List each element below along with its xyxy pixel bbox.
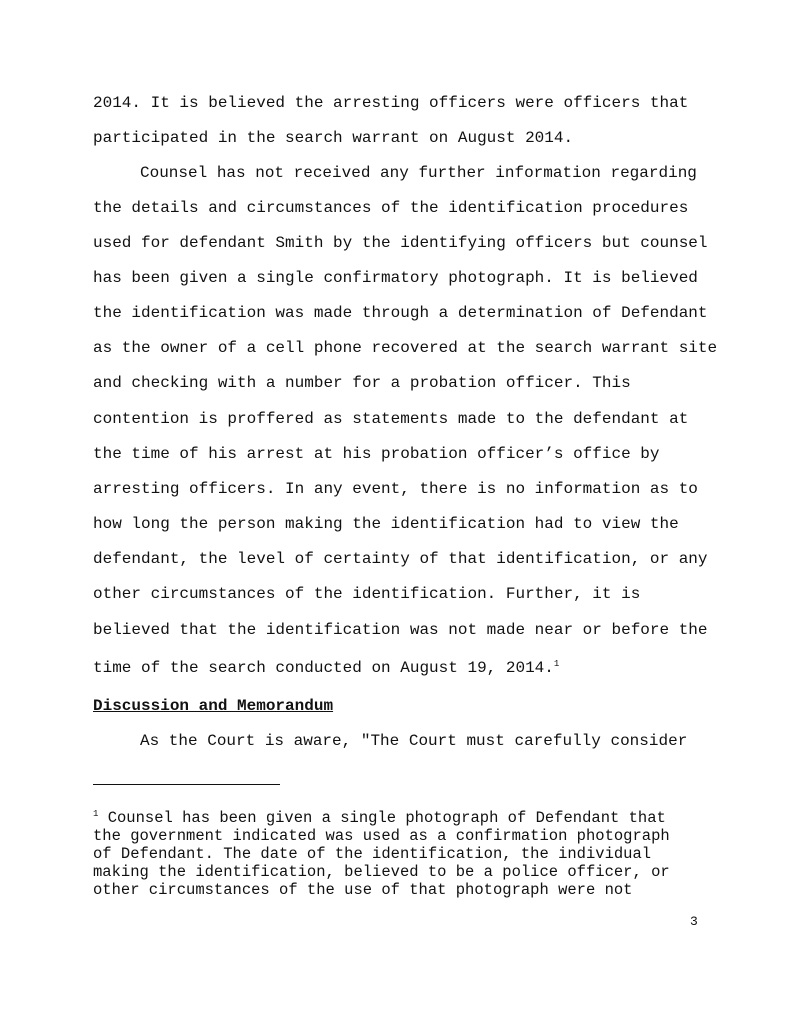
body-line-6: has been given a single confirmatory photograph. It is believed (93, 269, 698, 287)
footnote-line-2: the government indicated was used as a confirmation photograph (93, 827, 670, 845)
footnote-line-1 (93, 810, 666, 827)
body-line-5: used for defendant Smith by the identifying officers but counsel (93, 234, 708, 252)
page-number: 3 (690, 914, 698, 929)
footnote-line-3: of Defendant. The date of the identification, the individual (93, 845, 652, 863)
footnote-line-1-text: Counsel has been given a single photograph of Defendant that (98, 809, 666, 827)
section-heading: Discussion and Memorandum (93, 697, 334, 715)
footnote-reference[interactable]: 1 (553, 659, 560, 669)
body-line-4: the details and circumstances of the identification procedures (93, 199, 689, 217)
body-line-17-text: time of the search conducted on August 19, 2014. (93, 659, 554, 677)
body-line-8: as the owner of a cell phone recovered at the search warrant site (93, 339, 718, 357)
body-line-1: 2014. It is believed the arresting officers were officers that (93, 94, 689, 112)
body-line-7: the identification was made through a determination of Defendant (93, 304, 708, 322)
body-line-9: and checking with a number for a probation officer. This (93, 374, 631, 392)
body-line-17 (93, 658, 559, 678)
body-line-14: defendant, the level of certainty of that identification, or any (93, 550, 708, 568)
body-line-15: other circumstances of the identification. Further, it is (93, 585, 641, 603)
footnote-line-4: making the identification, believed to be a police officer, or (93, 863, 670, 881)
body-line-3: Counsel has not received any further information regarding (140, 164, 697, 182)
body-line-2: participated in the search warrant on August 2014. (93, 129, 574, 147)
body-line-11: the time of his arrest at his probation officer’s office by (93, 445, 660, 463)
body-line-13: how long the person making the identification had to view the (93, 515, 679, 533)
body-line-10: contention is proffered as statements made to the defendant at (93, 410, 689, 428)
footnote-mark: 1 (93, 809, 99, 819)
section-first-line: As the Court is aware, "The Court must carefully consider (140, 732, 688, 750)
body-line-12: arresting officers. In any event, there is no information as to (93, 480, 698, 498)
body-line-16: believed that the identification was not made near or before the (93, 621, 708, 639)
footnote-line-5: other circumstances of the use of that photograph were not (93, 881, 633, 899)
footnote-separator (93, 784, 280, 785)
